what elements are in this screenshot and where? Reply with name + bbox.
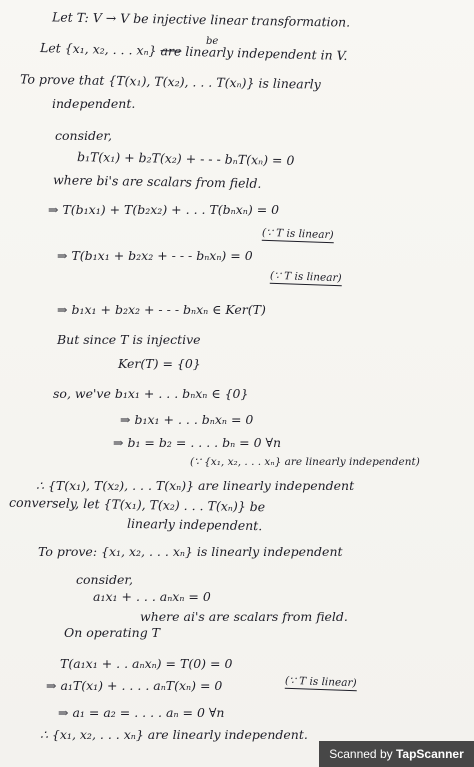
statement-map: Let T: V → V be injective linear transformation. xyxy=(51,9,351,30)
inserted-word: be xyxy=(206,36,219,47)
eq-step-2: ⇒ T(b₁x₁ + b₂x₂ + - - - bₙxₙ) = 0 xyxy=(57,248,253,263)
kernel-zero: Ker(T) = {0} xyxy=(118,356,201,371)
reason-linear-2: (∵ T is linear) xyxy=(269,269,342,285)
basis-set: Let {x₁, x₂, . . . xₙ} xyxy=(39,39,157,59)
operating-line: On operating T xyxy=(64,625,161,640)
watermark-prefix: Scanned by xyxy=(329,747,396,761)
eq-linear-expand: ⇒ a₁T(x₁) + . . . . aₙT(xₙ) = 0 xyxy=(46,678,223,693)
eq-combination: b₁T(x₁) + b₂T(x₂) + - - - bₙT(xₙ) = 0 xyxy=(76,149,295,168)
reason-linear-3: (∵ T is linear) xyxy=(284,674,357,690)
eq-a-combination: a₁x₁ + . . . aₙxₙ = 0 xyxy=(93,589,211,604)
where-scalars-a: where ai's are scalars from field. xyxy=(140,609,348,624)
consider-1: consider, xyxy=(55,128,112,143)
reason-independent: (∵ {x₁, x₂, . . . xₙ} are linearly independent) xyxy=(190,456,420,468)
watermark-brand: TapScanner xyxy=(395,747,464,761)
goal-line: To prove that {T(x₁), T(x₂), . . . T(xₙ)} is linearly xyxy=(19,71,321,92)
struck-word: are xyxy=(160,43,182,59)
eq-kernel: ⇒ b₁x₁ + b₂x₂ + - - - bₙxₙ ∈ Ker(T) xyxy=(57,302,266,317)
conclusion-2: ∴ {x₁, x₂, . . . xₙ} are linearly independent. xyxy=(40,727,308,742)
consider-2: consider, xyxy=(76,572,133,587)
injective-line: But since T is injective xyxy=(57,332,201,347)
eq-apply-T: T(a₁x₁ + . . aₙxₙ) = T(0) = 0 xyxy=(60,656,233,671)
converse-line-cont: linearly independent. xyxy=(126,515,263,534)
eq-all-a-zero: ⇒ a₁ = a₂ = . . . . aₙ = 0 ∀n xyxy=(58,705,225,720)
statement-basis xyxy=(40,41,348,63)
eq-all-b-zero: ⇒ b₁ = b₂ = . . . . bₙ = 0 ∀n xyxy=(113,435,282,450)
goal-line-cont: independent. xyxy=(52,96,136,111)
conclusion-1: ∴ {T(x₁), T(x₂), . . . T(xₙ)} are linearly independent xyxy=(36,478,355,493)
reason-linear-1: (∵ T is linear) xyxy=(261,226,334,242)
where-scalars-b: where bi's are scalars from field. xyxy=(52,172,262,191)
scanner-watermark xyxy=(319,741,474,767)
eq-step-1: ⇒ T(b₁x₁) + T(b₂x₂) + . . . T(bₙxₙ) = 0 xyxy=(48,202,280,217)
so-line: so, we've b₁x₁ + . . . bₙxₙ ∈ {0} xyxy=(53,386,249,401)
converse-line: conversely, let {T(x₁), T(x₂) . . . T(xₙ)} be xyxy=(8,494,266,515)
eq-sum-zero: ⇒ b₁x₁ + . . . bₙxₙ = 0 xyxy=(120,412,254,427)
basis-rest: linearly independent in V. xyxy=(185,43,348,64)
goal-2: To prove: {x₁, x₂, . . . xₙ} is linearly independent xyxy=(38,544,343,559)
